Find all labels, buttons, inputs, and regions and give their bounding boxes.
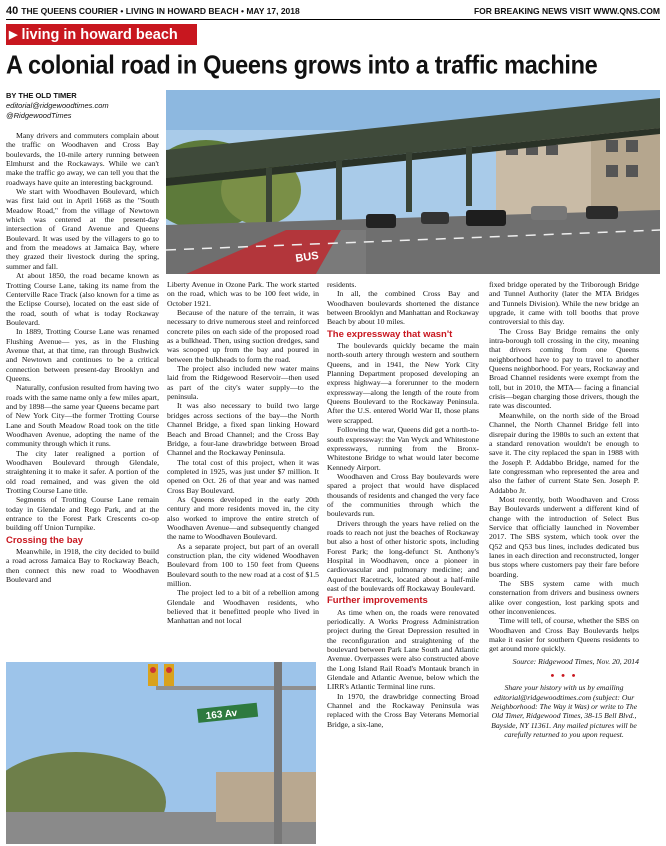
byline — [6, 91, 109, 121]
paragraph: Drivers through the years have relied on the roads to reach not just the beaches of Rockaway but also a host of other historic spots, including Forest Park; the long-defunct St. Anthony's Hospital in Woodhaven, once a pioneer in cardiovascular and pulmonary medicine; and Aqueduct Racetrack, located about a half-mile east of the boulevards off Rockaway Boulevard. — [327, 518, 479, 593]
header-right: FOR BREAKING NEWS VISIT WWW.QNS.COM — [473, 6, 660, 16]
paragraph: As a separate project, but part of an overall construction plan, the city widened Woodhaven Boulevard from 100 to 150 feet from Queens Boulevard south to the new road at a cost of $1.5 million. — [167, 541, 319, 588]
paragraph: The total cost of this project, when it was completed in 1925, was just under $7 million. It opened on Oct. 26 of that year and was named Cross Bay Boulevard. — [167, 457, 319, 495]
svg-text:BUS: BUS — [294, 249, 320, 265]
byline-name: BY THE OLD TIMER — [6, 91, 77, 100]
photo-elevated-train — [166, 90, 660, 274]
paragraph: Time will tell, of course, whether the SBS on Woodhaven and Cross Bay Boulevards helps make it easier for southern Queens residents to get around more quickly. — [489, 616, 639, 654]
subheading-expressway: The expressway that wasn't — [327, 328, 453, 340]
paragraph: It was also necessary to build two large bridges across sections of the bay—the North Channel Bridge, a fixed span linking Howard Beach and Broad Channel; and the Cross Bay Bridge, a four-lane drawbridge between Broad Channel and the Rockaway Peninsula. — [167, 401, 319, 458]
page-header — [6, 4, 660, 18]
paragraph: Woodhaven and Cross Bay boulevards were spared a project that would have displaced thousands of residents and changed the very face of the communities through which the boulevards run. — [327, 471, 479, 519]
paragraph: Liberty Avenue in Ozone Park. The work started on the road, which was to be 100 feet wide, in October 1921. — [167, 280, 319, 308]
paragraph: The project also included new water mains laid from the Ridgewood Reservoir—then used as part of the city's water supply—to the peninsula. — [167, 364, 319, 402]
paragraph: In all, the combined Cross Bay and Woodhaven boulevards shortened the distance between Brooklyn and Manhattan and Rockaway Beach by about 10 miles. — [327, 289, 479, 327]
paragraph: At about 1850, the road became known as Trotting Course Lane, taking its name from the Centerville Race Track (also known for a time as the Eclipse Course), located on the east side of the road, south of what is today Rockaway Boulevard. — [6, 271, 159, 327]
paragraph: In 1889, Trotting Course Lane was renamed Flushing Avenue— yes, as in the Flushing Avenue that, at that time, ran through Bushwick and Newtown and continues to be a critical connection between present-day Brooklyn and Queens. — [6, 327, 159, 383]
paragraph: Meanwhile, in 1918, the city decided to build a road across Jamaica Bay to Rockaway Beach, then connect this new road to Woodhaven Boulevard and — [6, 547, 159, 585]
paragraph: Because of the nature of the terrain, it was necessary to drive numerous steel and reinforced concrete piles on each side of the proposed road as a bulkhead. Then, using suction dredges, sand was scooped up from the bay and poured in between the bulkheads to form the road. — [167, 308, 319, 364]
paragraph: The SBS system came with much consternation from drivers and business owners alike over congestion, lost parking spots and other inconveniences. — [489, 579, 639, 617]
paragraph: The city later realigned a portion of Woodhaven Boulevard through Glendale, straightening it to make it safer. A portion of the old road remained, and was given the old Trotting Course Lane title. — [6, 448, 159, 496]
headline: A colonial road in Queens grows into a traffic machine — [6, 50, 598, 80]
paragraph: The project led to a bit of a rebellion among Glendale and Woodhaven residents, who believed that it benefitted people who lived in Manhattan and not local — [167, 588, 319, 626]
header-rule — [6, 19, 660, 20]
street-sign-text: 163 Av — [205, 707, 238, 723]
paragraph: residents. — [327, 280, 357, 289]
article-column-3 — [327, 280, 479, 729]
paragraph: fixed bridge operated by the Triborough Bridge and Tunnel Authority (later the MTA Bridges and Tunnels Division). While the new bridge an upgrade, it came with toll booths that prove controversial to this day. — [489, 280, 639, 327]
paragraph: In 1970, the drawbridge connecting Broad Channel and the Rockaway Peninsula was replaced with the Cross Bay Veterans Memorial Bridge, a six-lane, — [327, 691, 479, 729]
byline-handle: @RidgewoodTimes — [6, 111, 72, 120]
triangle-icon: ▶ — [9, 29, 18, 41]
paragraph: As time when on, the roads were renovated periodically. A Works Progress Administration project during the Great Depression resulted in the reconfiguration and straightening of the boulevard between Park Lane South and Atlantic Avenue. Overpasses were also constructed above the Long Island Rail Road's Montauk branch in Glendale and Atlantic Avenue, below which the LIRR's Atlantic Terminal line runs. — [327, 607, 479, 692]
paragraph: Many drivers and commuters complain about the traffic on Woodhaven and Cross Bay boulevards, the 10-mile artery running between Elmhurst and the Rockaways. While we can't make the traffic go away, we can tell you that the roadways have quite an interesting background. — [6, 131, 159, 187]
section-banner — [6, 24, 197, 45]
separator-dots: • • • — [550, 670, 578, 683]
paragraph: Most recently, both Woodhaven and Cross Bay Boulevards underwent a different kind of change with the introduction of Select Bus Service that officially launched in November 2017. The SBS system, which took over the Q52 and Q53 bus lines, includes dedicated bus lanes in each direction and reconstructed, longer bus stops where customers pay their fare before boarding. — [489, 494, 639, 579]
header-left — [6, 5, 300, 17]
paragraph: The boulevards quickly became the main north-south artery through western and southern Queens, and in 1941, the New York City Planning Department proposed developing an express highway—a forerunner to the modern expressway—along the length of the route from Queens Boulevard to the Rockaway Peninsula. After the U.S. entered World War II, those plans were scrapped. — [327, 341, 479, 425]
subheading-further-improvements: Further improvements — [327, 595, 428, 607]
header-publication: THE QUEENS COURIER • LIVING IN HOWARD BEACH • MAY 17, 2018 — [21, 6, 300, 16]
paragraph: Meanwhile, on the north side of the Broad Channel, the North Channel Bridge fell into disrepair during the 1980s to such an extent that a standard renovation wouldn't be enough to save it. The city replaced the span in 1988 with the Joseph P. Addabbo Bridge, named for the late congressman who represented the area and also the father of current State Sen. Joseph P. Addabbo Jr. — [489, 410, 639, 495]
paragraph: Naturally, confusion resulted from having two roads with the same name only a few miles apart, and by 1898—the same year Queens became part of New York City—the former Trotting Course Lane and South Meadow Road took on the title Woodhaven Avenue, adopting the name of the community through which it runs. — [6, 383, 159, 449]
paragraph: Segments of Trotting Course Lane remain today in Glendale and Rego Park, and at the entrance to the Forest Park Crescents co-op building off Union Turnpike. — [6, 495, 159, 533]
page-number: 40 — [6, 5, 19, 17]
article-column-2 — [167, 280, 319, 626]
byline-email: editorial@ridgewoodtimes.com — [6, 101, 109, 110]
article-column-1 — [6, 131, 159, 585]
article-source: Source: Ridgewood Times, Nov. 20, 2014 — [512, 656, 639, 666]
paragraph: As Queens developed in the early 20th century and more residents moved in, the city also worked to improve the entire stretch of Woodhaven Avenue—and subsequently changed the name to Woodhaven Boulevard. — [167, 494, 319, 542]
paragraph: The Cross Bay Bridge remains the only intra-borough toll crossing in the city, meaning that drivers coming from one Queens neighborhood have to pay to travel to another Queens neighborhood. For years, Rockaway and Broad Channel residents were exempt from the toll, but in 2010, the MTA— facing a financial crisis—began charging those drivers, though the rate was discounted. — [489, 326, 639, 411]
paragraph: We start with Woodhaven Boulevard, which was first laid out in April 1668 as the "South Meadow Road," from the village of Newtown which was centered at the present-day intersection of Grand Avenue and Queens Boulevard. It was used by the villagers to go to and from the meadows at Jamaica Bay, where they grazed their livestock during the spring, summer and fall. — [6, 187, 159, 271]
section-label: living in howard beach — [21, 26, 178, 43]
subheading-crossing-the-bay: Crossing the bay — [6, 534, 84, 546]
share-note: Share your history with us by emailing editorial@ridgewoodtimes.com (subject: Our Neighborhood: The Way it Was) or write to The Old Timer, Ridgewood Times, 38-15 Bell Blvd., Bayside, NY 11361. Any mailed pictures will be carefully returned to you upon request. — [490, 683, 638, 740]
photo-street-sign — [6, 662, 316, 844]
article-column-4 — [489, 280, 639, 740]
paragraph: Following the war, Queens did get a north-to-south expressway: the Van Wyck and Whitestone expressways, running from the Bronx-Whitestone Bridge to what would later become Kennedy Airport. — [327, 425, 479, 472]
